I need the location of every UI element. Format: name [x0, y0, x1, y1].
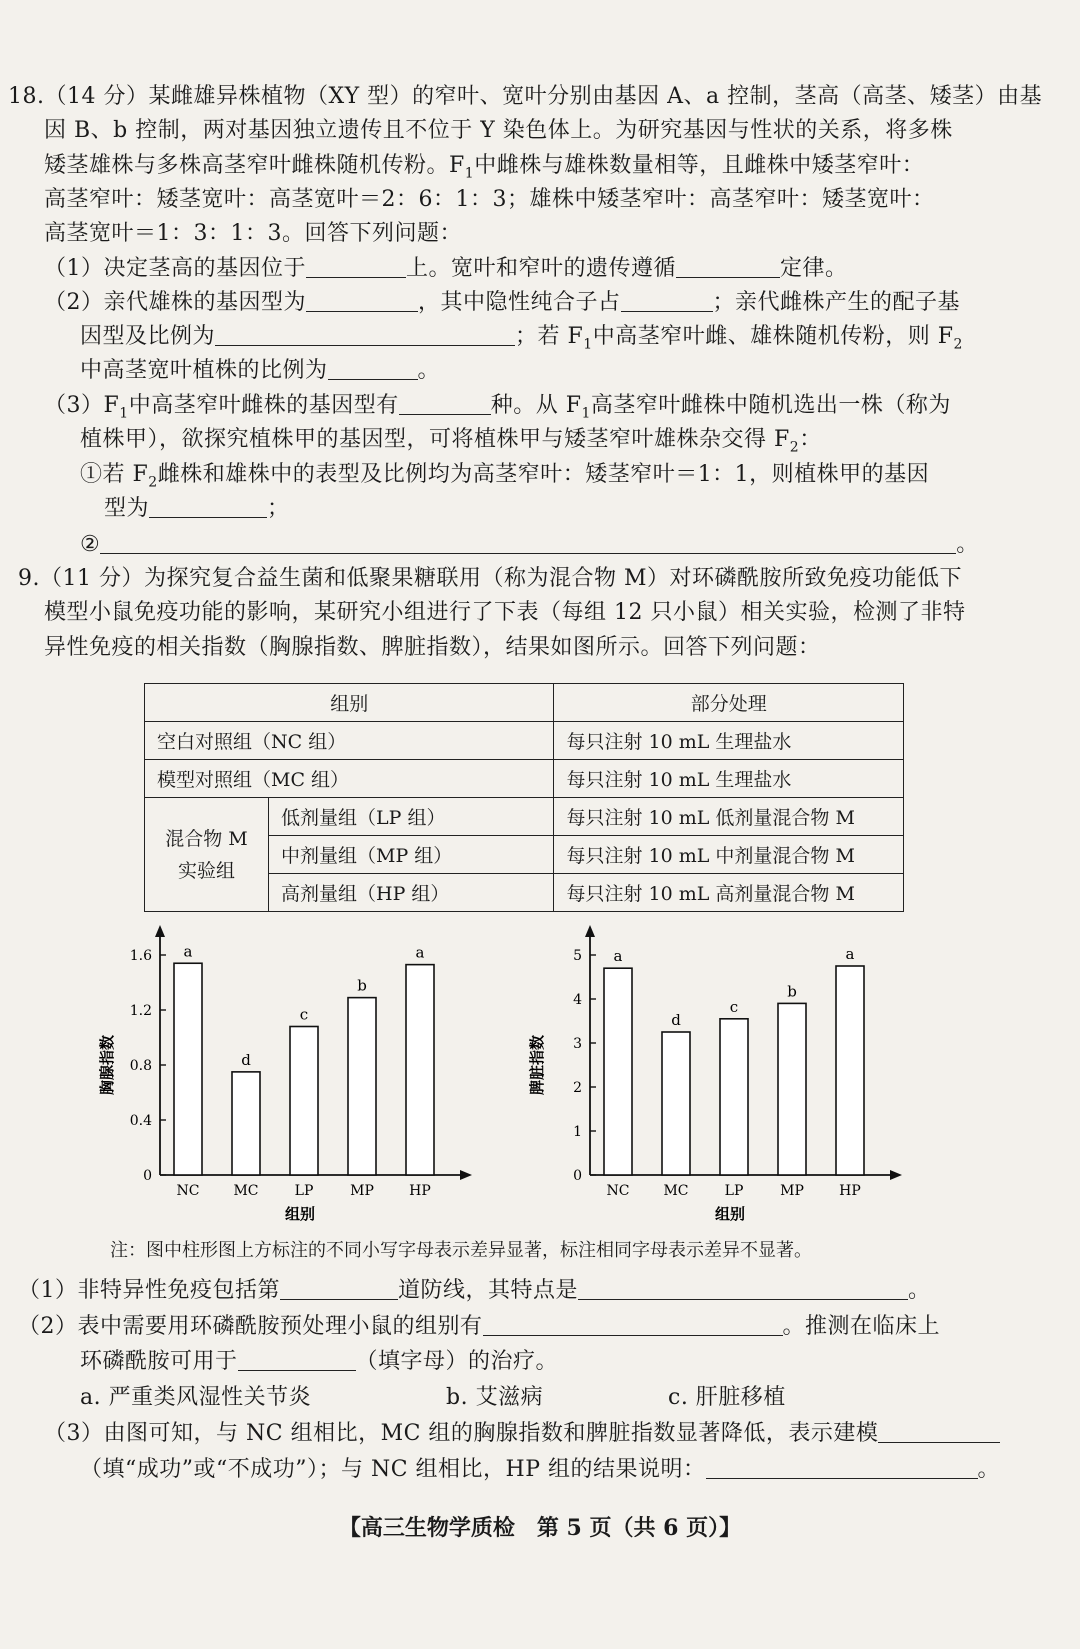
q18-line-1: 18.（14 分）某雌雄异株植物（XY 型）的窄叶、宽叶分别由基因 A、a 控制，茎高（高茎、矮茎）由基 [8, 84, 1043, 109]
answer-blank [399, 392, 491, 415]
x-tick-label: MP [350, 1183, 374, 1199]
y-axis-arrow [585, 925, 595, 937]
q19-option-c: c. 肝脏移植 [668, 1385, 786, 1410]
q18-line-5: 高茎宽叶＝1：3：1：3。回答下列问题： [44, 221, 462, 246]
answer-blank [328, 357, 418, 380]
q19-line-2: 模型小鼠免疫功能的影响，某研究小组进行了下表（每组 12 只小鼠）相关实验，检测了非特 [44, 600, 966, 625]
experiment-table [144, 683, 904, 912]
table-cell-group: 高剂量组（HP 组） [269, 874, 554, 912]
table-cell-group: 低剂量组（LP 组） [269, 798, 554, 836]
bar-significance-label: c [299, 1005, 309, 1024]
x-axis-label: 组别 [714, 1205, 746, 1223]
q18-part-3-line-5: ② 。 [80, 532, 979, 557]
bar-significance-label: a [613, 947, 623, 966]
x-tick-label: LP [724, 1183, 744, 1199]
bar-HP [836, 966, 864, 1175]
q19-part-1: （1）非特异性免疫包括第 道防线，其特点是 。 [18, 1278, 931, 1303]
bar-significance-label: c [729, 997, 739, 1016]
bar-HP [406, 965, 434, 1175]
bar-MC [232, 1072, 260, 1175]
answer-blank [706, 1456, 978, 1479]
spleen-index-chart-svg [530, 925, 930, 1235]
q18-line-2: 因 B、b 控制，两对基因独立遗传且不位于 Y 染色体上。为研究基因与性状的关系，将多株 [44, 118, 953, 143]
answer-blank [100, 531, 956, 554]
page-footer: 【高三生物学质检 第 5 页（共 6 页）】 [338, 1515, 742, 1541]
q18-line-3: 矮茎雄株与多株高茎窄叶雌株随机传粉。$F_1$中雌株与雄株数量相等，且雌株中矮茎窄叶： [44, 153, 925, 182]
q19-part-3-line-1: （3）由图可知，与 NC 组相比，MC 组的胸腺指数和脾脏指数显著降低，表示建模 [44, 1419, 1000, 1449]
y-tick-label: 1.2 [129, 1003, 152, 1019]
table-header-group: 组别 [145, 684, 554, 722]
x-axis-arrow [890, 1170, 902, 1180]
bar-significance-label: a [415, 943, 425, 962]
answer-blank [280, 1277, 398, 1300]
y-axis-label: 脾脏指数 [528, 1034, 546, 1096]
table-row [145, 722, 904, 760]
spleen-index-chart [530, 925, 930, 1239]
x-tick-label: HP [839, 1183, 861, 1199]
q19-option-b: b. 艾滋病 [446, 1385, 544, 1410]
table-cell-treatment: 每只注射 10 mL 低剂量混合物 M [554, 798, 904, 836]
answer-blank [238, 1348, 356, 1371]
q18-part-3-line-4: 型为 ； [104, 496, 290, 521]
x-tick-label: HP [409, 1183, 431, 1199]
bar-significance-label: a [845, 945, 855, 963]
q18-line-4: 高茎窄叶：矮茎宽叶：高茎宽叶＝2：6：1：3；雄株中矮茎窄叶：高茎窄叶：矮茎宽叶： [44, 187, 935, 212]
answer-blank [621, 289, 713, 312]
x-axis-arrow [460, 1170, 472, 1180]
answer-blank [676, 255, 780, 278]
answer-blank [215, 323, 515, 346]
table-cell-treatment: 每只注射 10 mL 生理盐水 [554, 722, 904, 760]
y-tick-label: 0.4 [129, 1113, 152, 1129]
q18-part-1: （1）决定茎高的基因位于 上。宽叶和窄叶的遗传遵循 定律。 [44, 256, 848, 281]
x-tick-label: MC [233, 1183, 259, 1199]
q18-part-2-line-1: （2）亲代雄株的基因型为 ，其中隐性纯合子占 ；亲代雌株产生的配子基 [44, 290, 961, 315]
bar-LP [290, 1027, 318, 1176]
y-axis-label: 胸腺指数 [98, 1034, 116, 1096]
y-tick-label: 4 [573, 992, 582, 1008]
table-cell-treatment: 每只注射 10 mL 生理盐水 [554, 760, 904, 798]
q19-line-3: 异性免疫的相关指数（胸腺指数、脾脏指数），结果如图所示。回答下列问题： [44, 635, 821, 660]
q19-option-a: a. 严重类风湿性关节炎 [80, 1385, 312, 1410]
y-tick-label: 0 [573, 1168, 582, 1184]
y-tick-label: 3 [573, 1036, 582, 1052]
x-tick-label: NC [606, 1183, 630, 1199]
q19-line-1: 9.（11 分）为探究复合益生菌和低聚果糖联用（称为混合物 M）对环磷酰胺所致免疫功能低下 [18, 566, 962, 591]
bar-significance-label: b [357, 976, 367, 995]
q18-part-2-line-3: 中高茎宽叶植株的比例为 。 [80, 358, 441, 383]
x-axis-label: 组别 [284, 1205, 316, 1223]
bar-LP [720, 1019, 748, 1175]
bar-significance-label: d [241, 1050, 251, 1069]
bar-NC [174, 963, 202, 1175]
thymus-index-chart [100, 925, 500, 1239]
q19-part-2-line-1: （2）表中需要用环磷酰胺预处理小鼠的组别有 。推测在临床上 [18, 1314, 941, 1339]
y-tick-label: 1 [573, 1124, 582, 1140]
chart-note: 注：图中柱形图上方标注的不同小写字母表示差异显著，标注相同字母表示差异不显著。 [110, 1240, 812, 1261]
y-tick-label: 0 [143, 1168, 152, 1184]
q18-part-3-line-1: $(3)F_1$中高茎窄叶雌株的基因型有 种。从 $F_1$高茎窄叶雌株中随机选出一株（称为 [44, 393, 951, 422]
answer-blank [578, 1277, 908, 1300]
q18-part-2-line-2: 因型及比例为 ；若 $F_1$中高茎窄叶雌、雄株随机传粉，则 $F_2$ [80, 324, 963, 353]
answer-blank [483, 1313, 783, 1336]
table-header-row [145, 684, 904, 722]
answer-blank [306, 289, 418, 312]
table-cell-mix-group: 混合物 M 实验组 [145, 798, 269, 912]
y-tick-label: 1.6 [129, 948, 152, 964]
answer-blank [306, 255, 406, 278]
table-row [145, 798, 904, 836]
answer-blank [878, 1420, 1000, 1443]
bar-significance-label: a [183, 942, 193, 961]
y-tick-label: 2 [573, 1080, 582, 1096]
table-cell-group: 模型对照组（MC 组） [145, 760, 554, 798]
table-cell-group: 空白对照组（NC 组） [145, 722, 554, 760]
answer-blank [149, 495, 267, 518]
thymus-index-chart-svg [100, 925, 500, 1235]
x-tick-label: NC [176, 1183, 200, 1199]
y-axis-arrow [155, 925, 165, 937]
bar-MC [662, 1032, 690, 1175]
x-tick-label: MC [663, 1183, 689, 1199]
y-tick-label: 0.8 [129, 1058, 152, 1074]
table-cell-treatment: 每只注射 10 mL 高剂量混合物 M [554, 874, 904, 912]
q19-part-2-line-2: 环磷酰胺可用于 （填字母）的治疗。 [80, 1349, 559, 1374]
x-tick-label: LP [294, 1183, 314, 1199]
table-cell-treatment: 每只注射 10 mL 中剂量混合物 M [554, 836, 904, 874]
table-row [145, 760, 904, 798]
bar-significance-label: d [671, 1011, 681, 1029]
bar-MP [348, 998, 376, 1175]
table-cell-group: 中剂量组（MP 组） [269, 836, 554, 874]
q18-part-3-line-3: ①若 $F_2$雌株和雄株中的表型及比例均为高茎窄叶：矮茎窄叶＝1：1，则植株甲的基因 [80, 462, 930, 491]
y-tick-label: 5 [573, 948, 582, 964]
table-header-treatment: 部分处理 [554, 684, 904, 722]
q19-part-3-line-2: （填“成功”或“不成功”）；与 NC 组相比，HP 组的结果说明： 。 [80, 1457, 1001, 1482]
bar-NC [604, 968, 632, 1175]
q18-part-3-line-2: 植株甲），欲探究植株甲的基因型，可将植株甲与矮茎窄叶雄株杂交得 $F_2$： [80, 427, 822, 456]
x-tick-label: MP [780, 1183, 804, 1199]
bar-MP [778, 1003, 806, 1175]
bar-significance-label: b [787, 982, 797, 1001]
